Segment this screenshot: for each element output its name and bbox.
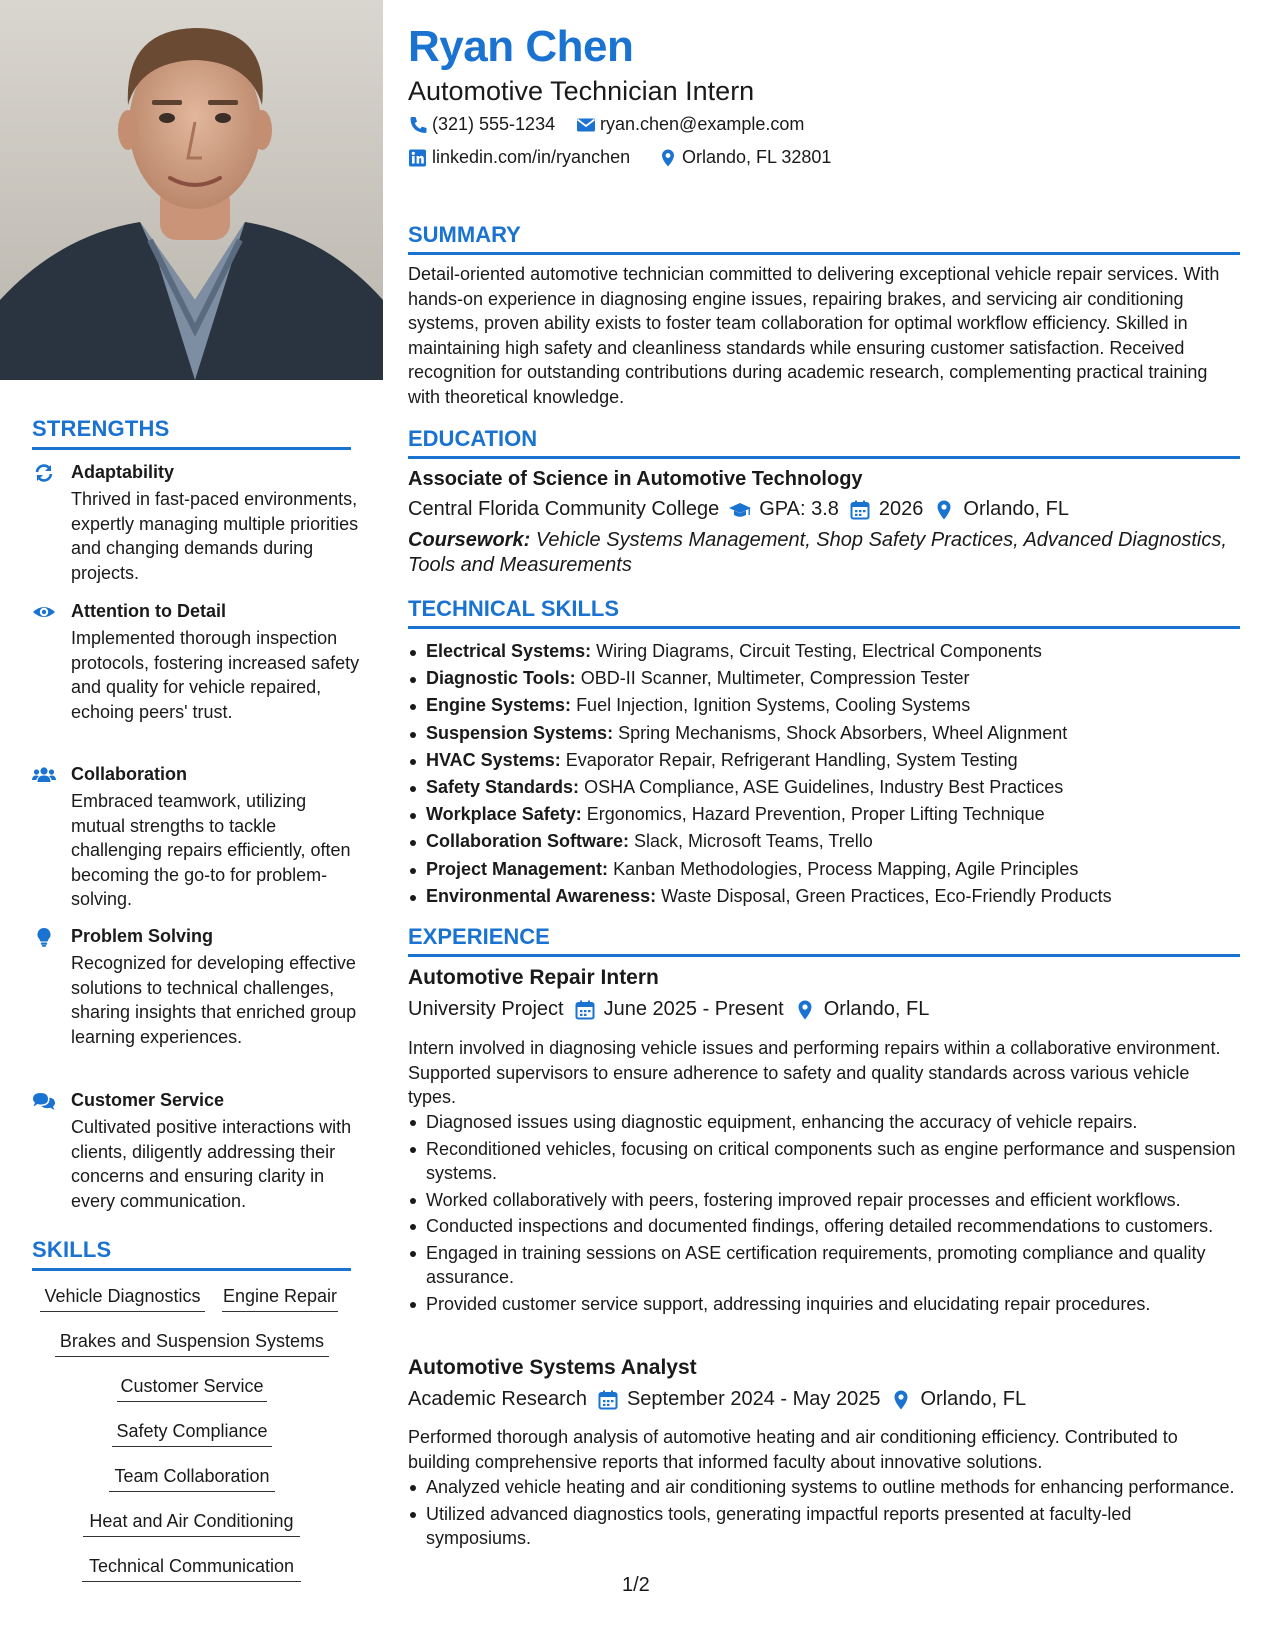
map-marker-icon (794, 1000, 816, 1020)
contact-phone[interactable] (408, 114, 555, 135)
envelope-icon (576, 116, 596, 134)
job-location: Orlando, FL (823, 998, 930, 1020)
strength-description: Recognized for developing effective solutions to technical challenges, sharing insights that enriched group learning experiences. (71, 953, 357, 1047)
technical-skills-list (426, 638, 1236, 910)
education-heading: EDUCATION (408, 426, 1240, 459)
job-meta (408, 998, 929, 1021)
job-meta (408, 1388, 1026, 1411)
strength-title: Collaboration (71, 764, 187, 784)
list-item: Project Management: Kanban Methodologies, Process Mapping, Agile Principles (426, 856, 1236, 883)
calendar-icon (597, 1390, 619, 1410)
map-marker-icon (890, 1390, 912, 1410)
list-item: HVAC Systems: Evaporator Repair, Refrigerant Handling, System Testing (426, 747, 1236, 774)
list-item: Engaged in training sessions on ASE certification requirements, promoting compliance and quality assurance. (426, 1241, 1236, 1290)
skill-chip: Safety Compliance (112, 1421, 272, 1447)
linkedin-text: linkedin.com/in/ryanchen (432, 147, 631, 167)
list-item: Analyzed vehicle heating and air conditioning systems to outline methods for enhancing performance. (426, 1475, 1236, 1500)
school-name: Central Florida Community College (408, 498, 720, 520)
list-item: Reconditioned vehicles, focusing on critical components such as engine performance and suspension systems. (426, 1137, 1236, 1186)
sync-icon (32, 463, 56, 483)
list-item: Engine Systems: Fuel Injection, Ignition Systems, Cooling Systems (426, 692, 1236, 719)
job-dates: September 2024 - May 2025 (626, 1388, 881, 1410)
job-org: University Project (408, 998, 564, 1020)
strength-description: Cultivated positive interactions with clients, diligently addressing their concerns and ensuring clarity in every communication. (71, 1117, 352, 1211)
strength-description: Implemented thorough inspection protocols, fostering increased safety and quality for vehicle repaired, echoing peers' trust. (71, 628, 360, 722)
contact-location (658, 147, 831, 168)
users-icon (32, 765, 56, 785)
graduation-year: 2026 (878, 498, 924, 520)
list-item: Diagnostic Tools: OBD-II Scanner, Multimeter, Compression Tester (426, 665, 1236, 692)
job-summary: Intern involved in diagnosing vehicle issues and performing repairs within a collaborative environment. Supported supervisors to ensure adherence to safety and quality standards across various vehicle types. (408, 1038, 1221, 1107)
list-item: Provided customer service support, addressing inquiries and elucidating repair procedures. (426, 1292, 1236, 1317)
strength-description: Thrived in fast-paced environments, expertly managing multiple priorities and changing demands during projects. (71, 489, 359, 583)
sidebar (0, 0, 383, 1650)
coursework (408, 528, 1240, 578)
summary-heading: SUMMARY (408, 222, 1240, 255)
education-meta (408, 498, 1069, 521)
map-marker-icon (933, 500, 955, 520)
job-dates: June 2025 - Present (603, 998, 784, 1020)
job-location: Orlando, FL (920, 1388, 1027, 1410)
coursework-list: Vehicle Systems Management, Shop Safety Practices, Advanced Diagnostics, Tools and Measurements (408, 529, 1227, 576)
list-item: Suspension Systems: Spring Mechanisms, Shock Absorbers, Wheel Alignment (426, 720, 1236, 747)
skill-chip: Vehicle Diagnostics (40, 1286, 205, 1312)
coursework-label: Coursework: (408, 529, 531, 551)
strength-title: Problem Solving (71, 926, 214, 946)
skill-chip: Brakes and Suspension Systems (55, 1331, 329, 1357)
strength-title: Adaptability (71, 462, 175, 482)
list-item: Worked collaboratively with peers, fostering improved repair processes and efficient workflows. (426, 1188, 1236, 1213)
linkedin-icon (408, 149, 428, 167)
page-number: 1/2 (622, 1574, 650, 1596)
skill-chip: Technical Communication (82, 1556, 301, 1582)
contact-email[interactable] (576, 114, 804, 135)
job-title: Automotive Systems Analyst (408, 1356, 697, 1379)
list-item: Utilized advanced diagnostics tools, generating impactful reports presented at faculty-led symposiums. (426, 1502, 1236, 1551)
graduation-cap-icon (729, 500, 751, 520)
map-marker-icon (658, 149, 678, 167)
job-bullets (426, 1475, 1236, 1551)
list-item: Collaboration Software: Slack, Microsoft Teams, Trello (426, 828, 1236, 855)
candidate-name: Ryan Chen (408, 22, 634, 71)
comments-icon (32, 1091, 56, 1111)
job-title: Automotive Repair Intern (408, 966, 659, 989)
gpa-text: GPA: 3.8 (759, 498, 839, 520)
summary-text: Detail-oriented automotive technician committed to delivering exceptional vehicle repair services. With hands-on experience in diagnosing engine issues, repairing brakes, and servicing air conditioning systems, proven ability exists to foster team collaboration for optimal workflow efficiency. Skilled in maintaining high safety and cleanliness standards while ensuring customer satisfaction. Received recognition for outstanding contributions during academic research, complementing practical training with theoretical knowledge. (408, 264, 1220, 407)
strength-description: Embraced teamwork, utilizing mutual strengths to tackle challenging repairs efficiently, often becoming the go-to for problem-solving. (71, 791, 351, 909)
calendar-icon (574, 1000, 596, 1020)
strengths-heading: STRENGTHS (32, 416, 351, 450)
contact-linkedin[interactable] (408, 147, 630, 168)
job-org: Academic Research (408, 1388, 587, 1410)
skill-chip: Customer Service (117, 1376, 267, 1402)
phone-icon (408, 116, 428, 134)
eye-icon (32, 602, 56, 622)
profile-photo (0, 0, 383, 380)
location-text: Orlando, FL 32801 (682, 147, 832, 167)
main-content (408, 0, 1240, 1650)
list-item: Environmental Awareness: Waste Disposal, Green Practices, Eco-Friendly Products (426, 883, 1236, 910)
skill-chip: Team Collaboration (109, 1466, 275, 1492)
list-item: Diagnosed issues using diagnostic equipment, enhancing the accuracy of vehicle repairs. (426, 1110, 1236, 1135)
lightbulb-icon (32, 927, 56, 947)
skill-chip: Heat and Air Conditioning (83, 1511, 300, 1537)
job-bullets (426, 1110, 1236, 1316)
list-item: Electrical Systems: Wiring Diagrams, Circuit Testing, Electrical Components (426, 638, 1236, 665)
candidate-title: Automotive Technician Intern (408, 76, 755, 106)
strength-title: Attention to Detail (71, 601, 226, 621)
skills-heading: SKILLS (32, 1237, 351, 1271)
experience-heading: EXPERIENCE (408, 924, 1240, 957)
technical-skills-heading: TECHNICAL SKILLS (408, 596, 1240, 629)
job-summary: Performed thorough analysis of automotive heating and air conditioning efficiency. Contributed to building comprehensive reports that informed faculty about innovative solutions. (408, 1427, 1178, 1472)
calendar-icon (849, 500, 871, 520)
list-item: Workplace Safety: Ergonomics, Hazard Prevention, Proper Lifting Technique (426, 801, 1236, 828)
list-item: Conducted inspections and documented findings, offering detailed recommendations to customers. (426, 1214, 1236, 1239)
school-location: Orlando, FL (963, 498, 1070, 520)
skill-chip: Engine Repair (222, 1286, 338, 1312)
list-item: Safety Standards: OSHA Compliance, ASE Guidelines, Industry Best Practices (426, 774, 1236, 801)
strength-title: Customer Service (71, 1090, 225, 1110)
degree-title: Associate of Science in Automotive Technology (408, 468, 863, 490)
email-text: ryan.chen@example.com (600, 114, 805, 134)
phone-text: (321) 555-1234 (432, 114, 556, 134)
